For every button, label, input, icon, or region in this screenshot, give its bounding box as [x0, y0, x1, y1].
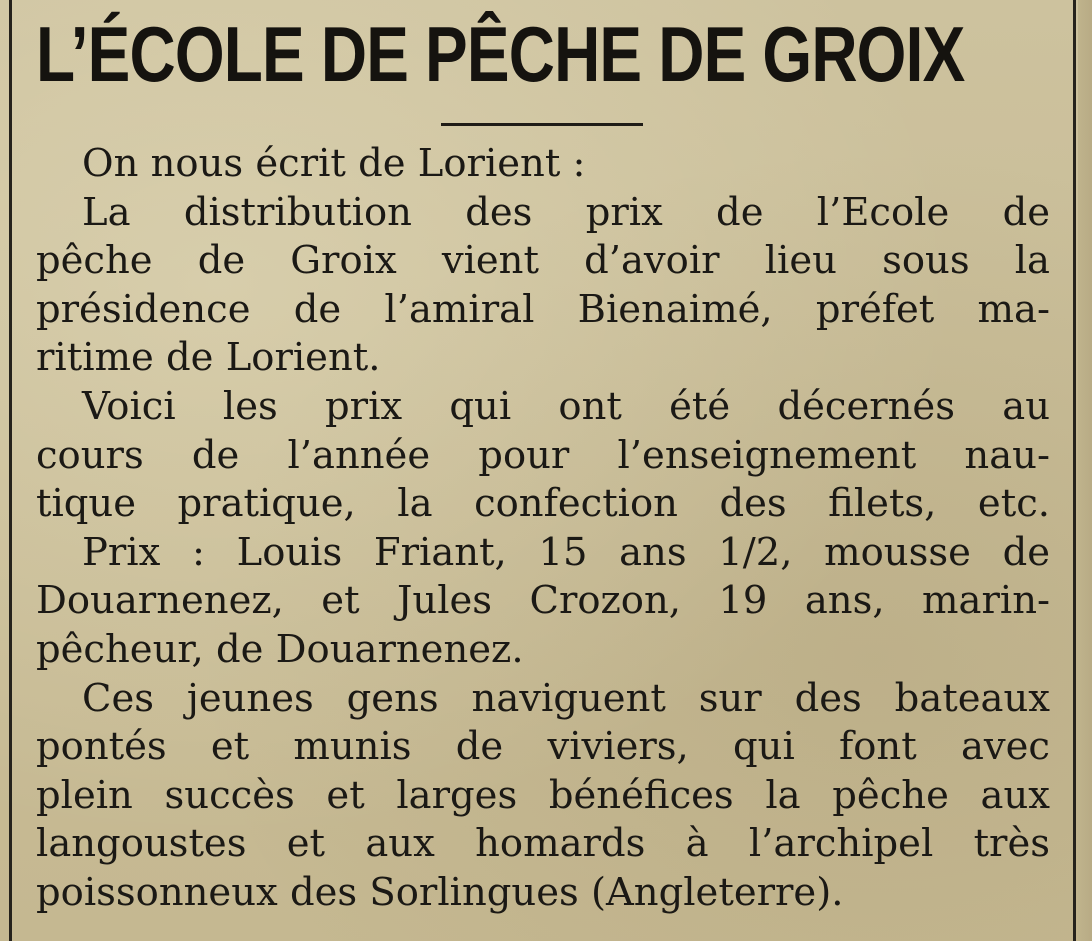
article-line: Voici les prix qui ont été décernés au [82, 383, 1050, 429]
article-line: Prix : Louis Friant, 15 ans 1/2, mousse de [82, 529, 1050, 575]
article-line: plein succès et larges bénéfices la pêche aux [36, 772, 1050, 818]
article-line: La distribution des prix de l’Ecole de [82, 189, 1050, 235]
article-line: pêcheur, de Douarnenez. [36, 626, 524, 672]
column-rule-left [9, 0, 12, 941]
column-rule-right [1073, 0, 1076, 941]
headline-divider [441, 123, 643, 126]
article-line: ritime de Lorient. [36, 335, 381, 381]
article-line: On nous écrit de Lorient : [82, 141, 586, 186]
article-line: Ces jeunes gens naviguent sur des bateaux [82, 675, 1050, 721]
article-line: présidence de l’amiral Bienaimé, préfet ma- [36, 286, 1050, 332]
article-line: cours de l’année pour l’enseignement nau- [36, 432, 1050, 478]
article-line: Douarnenez, et Jules Crozon, 19 ans, marin- [36, 578, 1050, 624]
adjacent-column-edge [1078, 0, 1092, 941]
article-line: pontés et munis de viviers, qui font avec [36, 724, 1050, 770]
article-line: pêche de Groix vient d’avoir lieu sous la [36, 238, 1050, 284]
article-headline: L’ÉCOLE DE PÊCHE DE GROIX [36, 10, 965, 98]
article-body [36, 140, 1050, 918]
article-line: langoustes et aux homards à l’archipel très [36, 821, 1050, 867]
article-line: poissonneux des Sorlingues (Angleterre). [36, 869, 844, 915]
article-line: tique pratique, la confection des filets, etc. [36, 481, 1050, 527]
